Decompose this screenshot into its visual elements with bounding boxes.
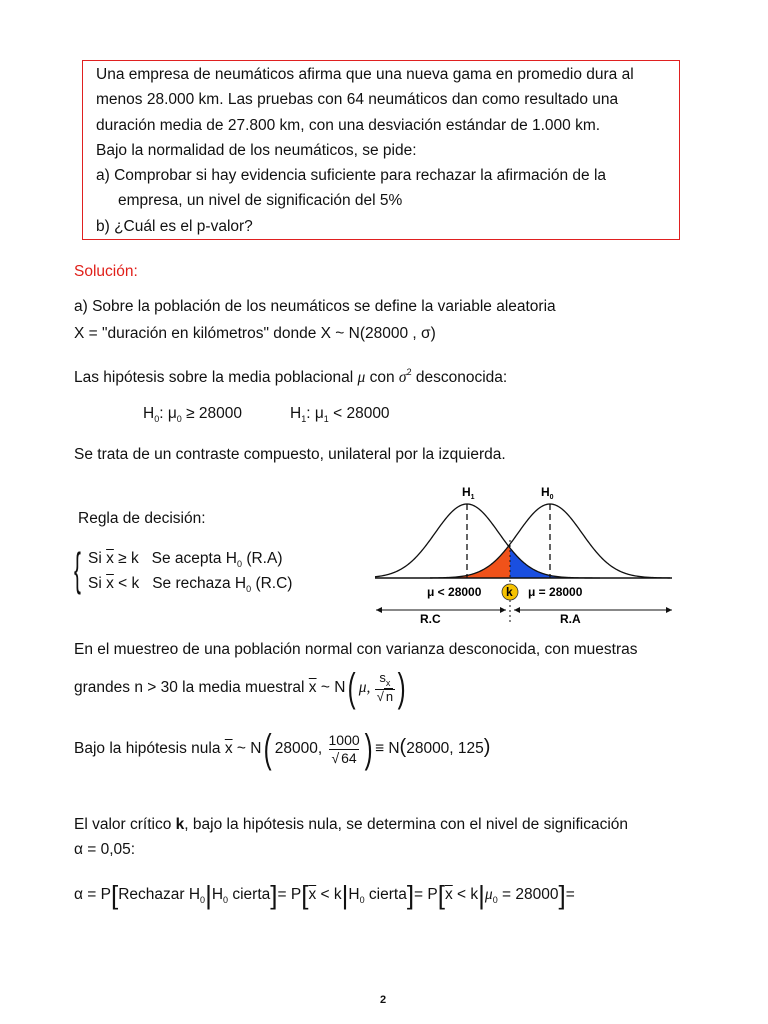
sampling-fraction: $\frac{s_x}{√ n}$ — [376, 670, 394, 704]
critical-pre: El valor crítico — [74, 816, 172, 833]
fig-h1-label: $H_1$ — [462, 485, 475, 501]
alpha-true2: cierta — [368, 886, 407, 904]
rule2-text: Se rechaza H — [152, 575, 247, 592]
sampling-line-1: En el muestreo de una población normal con varianza desconocida, con muestras — [74, 641, 638, 658]
paren-close: ) — [397, 666, 406, 710]
con-text: con — [369, 369, 395, 386]
null-paren-open: ( — [264, 727, 273, 771]
rule1-xbar: $\overline{x}$ — [106, 550, 114, 567]
sampling-xbar: $\overline{x}$ — [308, 679, 317, 697]
alpha-mu-sub: 0 — [492, 895, 498, 906]
null-den: 64 — [341, 749, 357, 766]
h0-expr: ≥ 28000 — [186, 405, 243, 422]
null-eq: ≡ N — [374, 740, 400, 758]
rc-arrow-head-left — [376, 607, 382, 613]
rule2-sub: 0 — [246, 584, 252, 594]
null-dist: ~ N — [236, 740, 262, 758]
problem-line-4: Bajo la normalidad de los neumáticos, se pide: — [96, 142, 417, 159]
rule1-cond: ≥ k — [118, 550, 139, 567]
bar-3: | — [478, 880, 485, 910]
critical-post: , bajo la hipótesis nula, se determina con el nivel de significación — [184, 816, 629, 833]
sampling-dist: ~ N — [320, 679, 346, 697]
alpha-given2-sub: 0 — [359, 895, 365, 906]
null-num: 1000 — [328, 732, 360, 749]
rule1-text: Se acepta H — [151, 550, 237, 567]
decision-rule-title: Regla de decisión: — [78, 510, 206, 527]
h0-rel: : μ — [159, 405, 177, 422]
problem-line-5: a) Comprobar si hay evidencia suficiente para rechazar la afirmación de la — [96, 167, 607, 184]
solution-a-line-1: a) Sobre la población de los neumáticos se define la variable aleatoria — [74, 298, 556, 315]
hypothesis-intro — [74, 367, 507, 387]
fig-rc-label: R.C — [420, 612, 441, 626]
sampling-line-2 — [74, 668, 408, 708]
sampling-pre: grandes n > 30 la media muestral — [74, 679, 305, 697]
bracket-3-close: ] — [558, 880, 566, 910]
critical-line-1 — [74, 816, 628, 834]
problem-line-2: menos 28.000 km. Las pruebas con 64 neumáticos dan como resultado una — [96, 91, 619, 108]
rule-reject — [88, 575, 292, 594]
alpha-mu: μ — [484, 886, 493, 904]
alpha-reject-sub: 0 — [200, 895, 206, 906]
alpha-given-sub: 0 — [223, 895, 229, 906]
fig-right-mu: μ = 28000 — [528, 585, 583, 599]
alpha-lt1: < k — [320, 886, 342, 904]
distribution-figure — [370, 480, 680, 630]
result-paren-close: ) — [483, 736, 491, 759]
brace: { — [74, 543, 81, 595]
paren-open: ( — [348, 666, 357, 710]
h1-sub: 1 — [301, 414, 307, 424]
alpha-eq2: = P — [414, 886, 438, 904]
bracket-2-close: ] — [406, 880, 415, 910]
fig-ra-label: R.A — [560, 612, 581, 626]
alpha-equation — [74, 882, 575, 908]
alpha-xbar-1: $\overline{x}$ — [308, 886, 317, 904]
h1-rel: : μ — [306, 405, 324, 422]
sampling-num-sub: x — [385, 678, 391, 689]
rule2-cond: < k — [118, 575, 140, 592]
fig-left-mu: μ < 28000 — [427, 585, 482, 599]
alpha-p1: α = P — [74, 886, 111, 904]
null-fraction: $\frac{1000}{√ 64}$ — [328, 732, 360, 766]
alpha-given: H — [211, 886, 224, 904]
alpha-given2: H — [348, 886, 360, 904]
fig-k-label: k — [506, 585, 513, 599]
squared: 2 — [406, 367, 412, 377]
hypothesis-intro-text: Las hipótesis sobre la media poblacional — [74, 369, 354, 386]
alpha-value: α = 0,05: — [74, 841, 136, 858]
alpha-true: cierta — [232, 886, 271, 904]
problem-line-3: duración media de 27.800 km, con una desviación estándar de 1.000 km. — [96, 117, 601, 134]
bracket-2-open: [ — [301, 880, 309, 910]
alpha-end: = — [565, 886, 575, 904]
rule1-tag: (R.A) — [246, 550, 283, 567]
contrast-type: Se trata de un contraste compuesto, unilateral por la izquierda. — [74, 446, 506, 463]
null-hypothesis — [143, 405, 242, 424]
desconocida-text: desconocida: — [415, 369, 508, 386]
bracket-1-open: [ — [110, 880, 119, 910]
solution-a-line-2: X = "duración en kilómetros" donde X ~ N(28000 , σ) — [74, 325, 436, 342]
h0-mu-sub: 0 — [176, 414, 182, 424]
null-pre: Bajo la hipótesis nula — [74, 740, 221, 758]
h1-mu-sub: 1 — [323, 414, 329, 424]
fig-h0-label: $H_0$ — [541, 485, 554, 501]
h0-sub: 0 — [154, 414, 160, 424]
bracket-1-close: ] — [270, 880, 278, 910]
alt-hypothesis — [290, 405, 390, 424]
rule2-si: Si — [88, 575, 102, 592]
rc-arrow-head-right — [500, 607, 506, 613]
h0-label: H — [143, 405, 155, 422]
null-xbar: $\overline{x}$ — [224, 740, 233, 758]
rule-accept — [88, 550, 282, 569]
h1-label: H — [290, 405, 302, 422]
h1-expr: < 28000 — [333, 405, 390, 422]
problem-line-6: empresa, un nivel de significación del 5% — [118, 192, 403, 209]
alpha-reject: Rechazar H — [118, 886, 201, 904]
rule2-xbar: $\overline{x}$ — [106, 575, 114, 592]
critical-k: k — [175, 816, 185, 833]
null-result: 28000, 125 — [406, 740, 484, 758]
result-paren-open: ( — [399, 736, 407, 759]
sampling-mu: μ, — [358, 679, 371, 697]
alpha-xbar-2: $\overline{x}$ — [444, 886, 453, 904]
rejection-area — [430, 543, 511, 578]
rule1-si: Si — [88, 550, 102, 567]
mu-symbol: μ — [357, 369, 366, 386]
sigma-symbol: σ — [398, 369, 407, 386]
bar-1: | — [205, 880, 212, 910]
alpha-val: = 28000 — [502, 886, 559, 904]
null-mean: 28000, — [274, 740, 323, 758]
solution-heading: Solución: — [74, 263, 138, 280]
ra-arrow-head-left — [514, 607, 520, 613]
bracket-3-open: [ — [437, 880, 445, 910]
alpha-eq1: = P — [277, 886, 302, 904]
alpha-lt2: < k — [457, 886, 479, 904]
rule2-tag: (R.C) — [255, 575, 293, 592]
page-number: 2 — [380, 994, 387, 1006]
ra-arrow-head-right — [666, 607, 672, 613]
problem-line-1: Una empresa de neumáticos afirma que una nueva gama en promedio dura al — [96, 66, 634, 83]
null-distribution-line — [74, 729, 490, 769]
rule1-sub: 0 — [236, 559, 242, 569]
sampling-den: n — [385, 688, 394, 704]
bar-2: | — [341, 880, 349, 910]
problem-line-7: b) ¿Cuál es el p-valor? — [96, 218, 253, 235]
sampling-num: s — [379, 670, 386, 686]
null-paren-close: ) — [364, 727, 373, 771]
